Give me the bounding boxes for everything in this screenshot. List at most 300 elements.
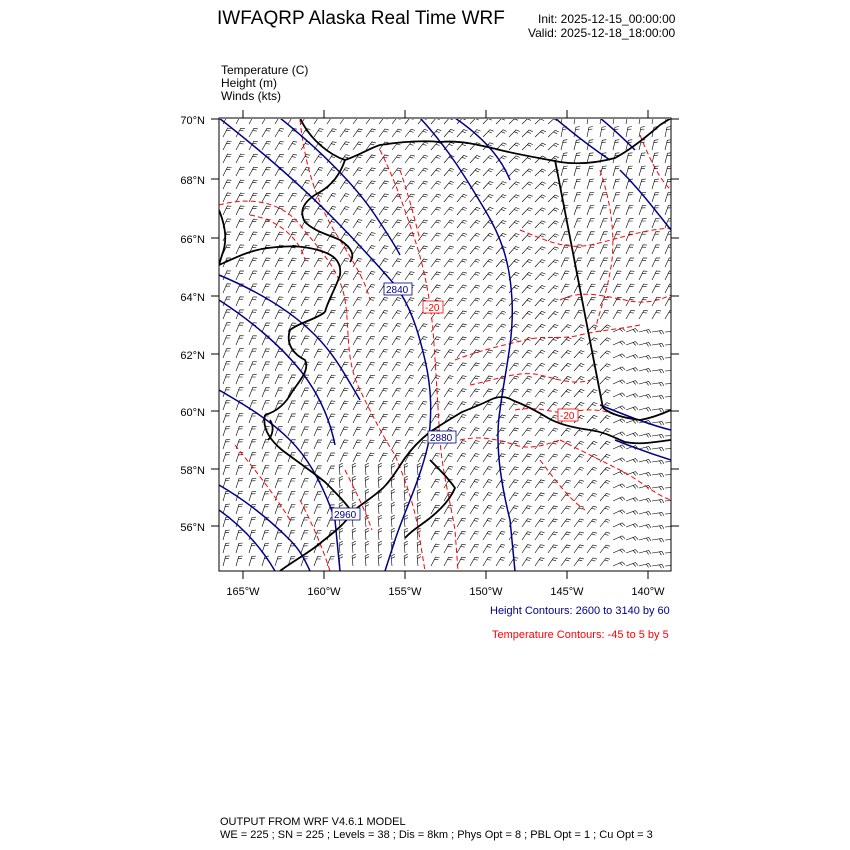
wind-barb: [548, 441, 558, 449]
wind-barb: [353, 427, 362, 436]
wind-barb: [652, 434, 664, 438]
wind-barb: [652, 447, 664, 451]
wind-barb: [366, 246, 375, 254]
wind-barb: [665, 114, 671, 125]
wind-barb: [470, 415, 480, 423]
wind-barb: [665, 258, 673, 267]
wind-barb: [249, 167, 258, 176]
wind-barb: [379, 414, 388, 423]
wind-barb: [392, 155, 402, 163]
wind-barb: [600, 284, 609, 293]
wind-barb: [431, 337, 441, 345]
wind-barb: [652, 330, 664, 334]
wind-barb: [301, 531, 309, 541]
wind-barb: [405, 324, 414, 332]
wind-barb: [483, 519, 492, 528]
wind-barb: [275, 453, 283, 462]
wind-barb: [522, 260, 532, 268]
wind-barb: [327, 557, 335, 566]
wind-barb: [366, 336, 375, 345]
wind-barb: [522, 285, 532, 293]
wind-barb: [509, 467, 519, 475]
wind-barb: [236, 465, 243, 475]
wind-barb: [327, 116, 337, 124]
wind-barb: [418, 324, 427, 332]
wind-barb: [366, 349, 375, 358]
wind-barb: [535, 428, 545, 436]
wind-barb: [587, 219, 595, 228]
wind-barb: [496, 182, 507, 189]
wind-barb: [275, 258, 284, 267]
wind-barb: [405, 129, 415, 137]
wind-barb: [600, 310, 609, 319]
wind-barb: [639, 538, 651, 542]
wind-barb: [431, 518, 440, 527]
wind-barb: [522, 182, 533, 189]
wind-barb: [483, 324, 493, 332]
wind-barb: [587, 284, 596, 293]
wind-barb: [236, 297, 244, 306]
wind-barb: [444, 207, 454, 215]
wind-barb: [366, 220, 375, 228]
wind-barb: [301, 414, 309, 423]
wind-barb: [496, 195, 506, 202]
wind-barb: [574, 506, 584, 514]
wind-barb: [652, 356, 664, 360]
wind-barb: [587, 467, 597, 475]
wind-barb: [483, 311, 493, 319]
wind-barb: [665, 245, 673, 254]
lon-label: 145°W: [550, 586, 584, 598]
wind-barb: [561, 389, 571, 397]
wind-barb: [652, 499, 664, 503]
wind-barb: [405, 116, 415, 124]
wind-barb: [600, 258, 608, 267]
wind-barb: [496, 545, 505, 554]
wind-barb: [327, 544, 335, 553]
wind-barb: [613, 219, 621, 228]
wind-barb: [366, 414, 375, 423]
wind-barb: [288, 206, 297, 215]
wind-barb: [249, 491, 256, 501]
wind-barb: [522, 247, 532, 254]
wind-barb: [470, 467, 479, 475]
wind-barb: [353, 142, 363, 150]
wind-barb: [236, 556, 243, 566]
wind-barb: [444, 453, 453, 462]
wind-barb: [366, 362, 375, 371]
lon-label: 165°W: [226, 586, 260, 598]
wind-barb: [223, 323, 231, 332]
wind-barb: [483, 454, 492, 462]
wind-barb: [600, 467, 610, 475]
wind-barb: [600, 480, 610, 488]
lat-label: 58°N: [180, 465, 205, 477]
wind-barb: [457, 389, 467, 397]
wind-barb: [431, 220, 441, 228]
wind-barb: [249, 478, 256, 488]
wind-barb: [574, 166, 581, 176]
wind-barb: [301, 349, 309, 358]
wind-barb: [275, 323, 283, 332]
wind-barb: [457, 220, 467, 228]
wind-barb: [483, 285, 493, 293]
wind-barb: [457, 246, 467, 254]
wind-barb: [379, 336, 388, 345]
wind-barb: [587, 127, 593, 138]
wind-barb: [587, 403, 597, 411]
wind-barb: [496, 130, 507, 137]
wind-barb: [392, 362, 401, 371]
wind-barb: [379, 362, 388, 371]
wind-barb: [262, 401, 270, 410]
wind-barb: [613, 393, 625, 397]
wind-barb: [587, 310, 596, 319]
wind-barb: [366, 427, 375, 436]
wind-barb: [457, 337, 467, 345]
wind-barb: [600, 206, 607, 216]
wind-barb: [288, 492, 296, 501]
wind-barb: [314, 349, 323, 358]
wind-barb: [444, 181, 454, 189]
wind-barb: [340, 349, 349, 358]
wind-barb: [378, 463, 382, 475]
wind-barb: [535, 182, 546, 189]
wind-barb: [379, 168, 389, 176]
wind-barb: [574, 558, 584, 566]
lat-label: 56°N: [180, 522, 205, 534]
wind-barb: [535, 247, 546, 254]
wind-barb: [391, 528, 395, 540]
wind-barb: [262, 115, 271, 124]
wind-barb: [561, 480, 571, 488]
wind-barb: [444, 363, 454, 371]
wind-barb: [639, 258, 647, 267]
wind-barb: [314, 181, 323, 190]
latitude-labels: [180, 115, 205, 534]
wind-barb: [365, 554, 369, 566]
wind-barb: [548, 506, 558, 514]
wind-barb: [339, 528, 343, 540]
wind-barb: [340, 129, 350, 137]
wind-barb: [431, 155, 441, 163]
wind-barb: [366, 440, 375, 449]
wind-barb: [431, 285, 441, 293]
wind-barb: [378, 554, 382, 566]
wind-barb: [574, 153, 581, 163]
wind-barb: [587, 545, 597, 553]
wind-barb: [522, 298, 532, 306]
wind-barb: [288, 258, 297, 267]
wind-barb: [236, 414, 243, 424]
wind-barb: [639, 356, 651, 360]
wind-barb: [626, 381, 638, 385]
wind-barb: [366, 297, 375, 306]
wind-barb: [314, 427, 322, 436]
wind-barb: [353, 440, 361, 449]
wind-barb: [548, 428, 558, 436]
wind-barb: [352, 463, 356, 475]
wind-barb: [431, 531, 440, 540]
wind-barb: [249, 258, 257, 267]
wind-barb: [600, 140, 606, 150]
wind-barb: [561, 325, 571, 332]
wind-barb: [561, 258, 569, 267]
wind-barb: [236, 232, 244, 241]
wind-barb: [496, 259, 506, 267]
wind-barb: [600, 271, 608, 280]
wind-barb: [275, 310, 283, 319]
wind-barb: [522, 480, 532, 488]
wind-barb: [391, 489, 395, 501]
wind-barb: [652, 179, 659, 189]
lon-label: 140°W: [631, 586, 665, 598]
wind-barb: [665, 271, 673, 280]
wind-barb: [574, 351, 584, 358]
wind-barb: [418, 142, 428, 150]
wind-barb: [457, 233, 467, 241]
wind-barb: [652, 140, 658, 150]
wind-barb: [392, 324, 401, 333]
wind-barb: [275, 492, 282, 502]
wind-barb: [548, 350, 558, 358]
wind-barb: [600, 325, 611, 332]
height-label-2880: 2880: [430, 433, 453, 444]
wind-barb: [561, 166, 568, 176]
wind-barb: [652, 564, 664, 568]
wind-barb: [509, 428, 519, 436]
wind-barb: [431, 389, 440, 397]
wind-barb: [262, 128, 271, 137]
wind-barb: [483, 259, 493, 267]
wind-barb: [522, 428, 532, 436]
wind-barb: [509, 195, 520, 202]
wind-barb: [639, 395, 651, 399]
wind-barb: [626, 271, 634, 280]
wind-barb: [444, 311, 454, 319]
wind-barb: [470, 544, 479, 553]
wind-barb: [392, 116, 402, 124]
wind-barb: [509, 156, 520, 163]
wind-barb: [418, 220, 428, 228]
wind-barb: [626, 368, 638, 372]
wind-barb: [626, 153, 633, 163]
wind-barb: [626, 232, 634, 241]
wind-barb: [392, 337, 401, 346]
wind-barb: [522, 169, 533, 176]
wind-barb: [613, 166, 620, 176]
wind-barb: [391, 554, 395, 566]
wind-barb: [457, 350, 467, 358]
wind-barb: [249, 530, 256, 540]
wind-barb: [223, 349, 231, 358]
wind-barb: [457, 155, 467, 163]
wind-barb: [561, 493, 571, 501]
wind-barb: [340, 440, 348, 449]
wind-barb: [548, 286, 559, 293]
wind-barb: [223, 128, 232, 137]
wind-barb: [522, 208, 533, 215]
wind-barb: [327, 271, 336, 280]
lat-label: 70°N: [180, 115, 205, 127]
wind-barb: [444, 272, 454, 280]
wind-barb: [314, 414, 322, 423]
wind-barb: [431, 453, 440, 462]
wind-barb: [366, 388, 375, 397]
wind-barb: [509, 208, 520, 215]
field-label-height: Height (m): [221, 76, 278, 90]
wind-barb: [236, 530, 243, 540]
wind-barb: [262, 167, 271, 176]
wind-barb: [288, 479, 296, 488]
wind-barb: [275, 414, 283, 423]
wind-barb: [379, 311, 388, 320]
wind-barb: [626, 407, 638, 411]
wind-barb: [340, 142, 350, 150]
wind-barb: [314, 232, 323, 241]
wind-barb: [587, 297, 596, 306]
wind-barb: [223, 336, 231, 345]
wind-barb: [457, 130, 467, 138]
wind-barb: [236, 206, 244, 215]
wind-barb: [418, 285, 428, 293]
wind-barb: [574, 192, 581, 202]
wind-barb: [574, 114, 580, 125]
wind-barb: [431, 492, 440, 501]
wind-barb: [613, 114, 619, 125]
wind-barb: [366, 401, 375, 410]
wind-barb: [613, 497, 625, 501]
wind-barb: [249, 517, 256, 527]
wind-barb: [548, 545, 558, 553]
wind-barb: [223, 491, 230, 501]
wind-barb: [444, 246, 454, 254]
map-title: IWFAQRP Alaska Real Time WRF: [217, 8, 505, 29]
wind-barb: [522, 350, 532, 358]
init-time: Init: 2025-12-15_00:00:00: [538, 12, 676, 26]
wind-barb: [626, 258, 634, 267]
wind-barb: [353, 453, 361, 462]
wind-barb: [249, 556, 256, 566]
lat-label: 64°N: [180, 292, 205, 304]
wind-barb: [496, 337, 506, 345]
wind-barb: [600, 127, 606, 138]
wind-barb: [470, 311, 480, 319]
wind-barb: [249, 375, 257, 384]
wind-barb: [327, 388, 335, 397]
wind-barb: [665, 140, 671, 150]
wind-barb: [600, 441, 610, 449]
wind-barb: [483, 363, 493, 371]
wind-barb: [418, 389, 427, 398]
wind-barb: [392, 349, 401, 358]
wind-barb: [249, 219, 258, 228]
wind-barb: [223, 452, 230, 462]
wind-barb: [639, 473, 651, 477]
wind-barb: [509, 169, 520, 176]
wind-barb: [483, 350, 493, 358]
wind-barb: [262, 349, 270, 358]
wind-barb: [431, 557, 440, 566]
wind-barb: [223, 543, 230, 553]
wind-barb: [275, 128, 284, 137]
wind-barb: [314, 375, 322, 384]
wind-barb: [574, 493, 584, 501]
wind-barb: [639, 369, 651, 373]
wind-barb: [574, 467, 584, 475]
wind-barb: [470, 272, 480, 280]
wind-barb: [262, 388, 270, 397]
wind-barb: [613, 140, 619, 150]
wind-barb: [470, 480, 479, 489]
wind-barb: [470, 156, 480, 164]
wind-barb: [483, 441, 493, 449]
wind-barb: [365, 502, 369, 514]
wind-barb: [262, 453, 270, 463]
wind-barb: [379, 129, 389, 137]
wind-barb: [626, 219, 634, 228]
wind-barb: [379, 207, 389, 215]
wind-barb: [548, 247, 559, 254]
wind-barb: [249, 271, 257, 280]
wind-barb: [626, 511, 638, 515]
wind-barb: [600, 377, 611, 384]
wind-barb: [561, 140, 567, 150]
wind-barb: [561, 338, 571, 346]
wind-barb: [236, 219, 244, 228]
longitude-labels: [226, 586, 665, 598]
wind-barb: [327, 375, 336, 384]
wind-barb: [262, 479, 269, 489]
wind-barb: [496, 324, 506, 332]
wind-barb: [378, 528, 382, 540]
wind-barb: [574, 454, 584, 462]
wind-barb: [522, 376, 532, 384]
wind-barb: [314, 505, 322, 514]
wind-barb: [275, 219, 284, 228]
wind-barb: [483, 415, 493, 423]
wind-barb: [652, 551, 664, 555]
wind-barb: [314, 557, 322, 567]
wind-barb: [288, 193, 297, 202]
wind-barb: [379, 453, 388, 462]
wind-barb: [561, 271, 569, 280]
wind-barb: [418, 168, 428, 176]
wind-barb: [470, 428, 479, 436]
wind-barb: [457, 324, 467, 332]
wind-barb: [262, 543, 269, 553]
wind-barb: [353, 220, 362, 228]
wind-barb: [574, 389, 584, 397]
wind-barb: [352, 489, 356, 501]
wind-barb: [600, 454, 610, 462]
wind-barb: [613, 284, 622, 293]
wind-barb: [457, 415, 466, 423]
wind-barb: [483, 156, 494, 163]
wind-barb: [314, 168, 323, 177]
wind-barb: [340, 194, 349, 202]
wind-barb: [613, 258, 621, 267]
wind-barb: [366, 181, 376, 189]
wind-barb: [548, 221, 559, 228]
wind-barb: [444, 168, 454, 176]
wind-barb: [574, 338, 585, 345]
wind-barb: [340, 297, 349, 306]
wind-barb: [470, 285, 480, 293]
wind-barb: [405, 207, 415, 215]
wind-barb: [665, 297, 674, 306]
wind-barb: [314, 362, 322, 371]
